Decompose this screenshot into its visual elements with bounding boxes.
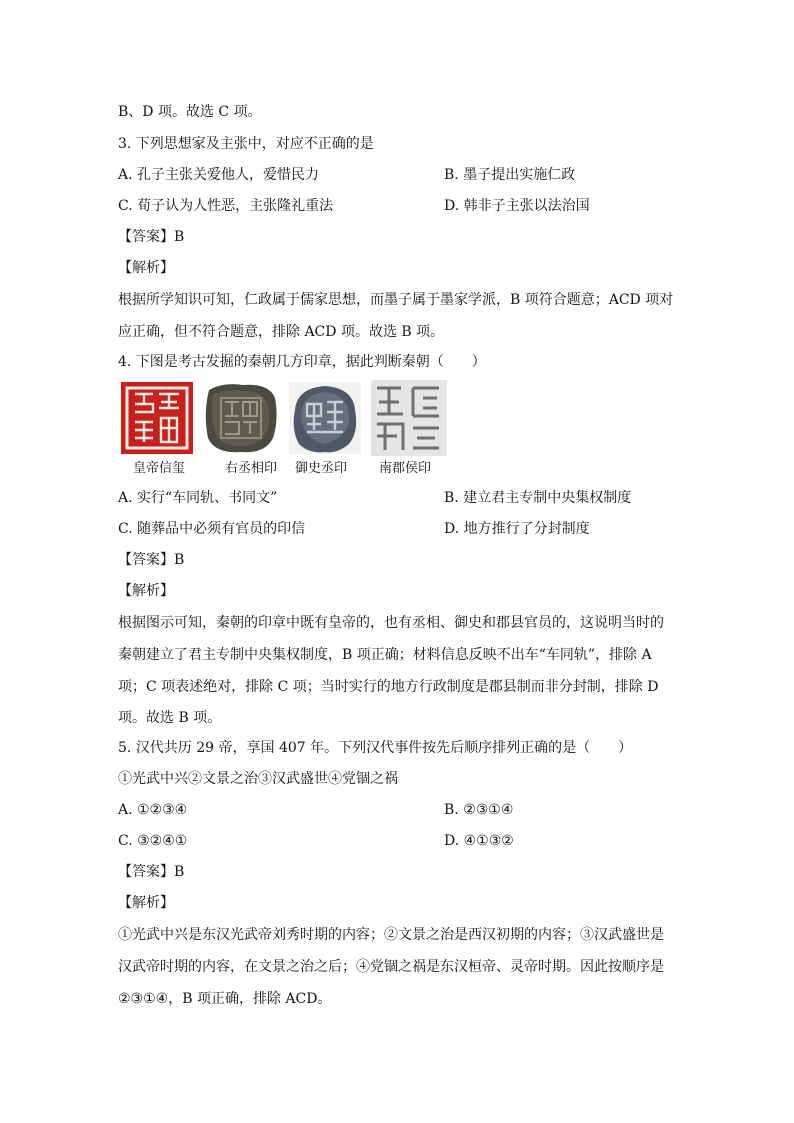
seal-caption: 御史丞印 [295, 461, 348, 476]
question-5-analysis-line: ②③①④，B 项正确，排除 ACD。 [118, 991, 332, 1007]
question-3-answer: 【答案】B [118, 229, 185, 245]
question-5-items: ①光武中兴②文景之治③汉武盛世④党锢之祸 [118, 771, 398, 787]
question-4-analysis-line: 项。故选 B 项。 [118, 710, 222, 726]
question-4-option-c: C. 随葬品中必须有官员的印信 [118, 521, 306, 537]
seal-caption: 皇帝信玺 [133, 461, 186, 476]
seal-image-nanjun [371, 380, 447, 456]
question-3-analysis-label: 【解析】 [118, 260, 174, 276]
question-4-analysis-label: 【解析】 [118, 583, 174, 599]
seal-image-youchengxiang [203, 380, 279, 456]
question-3-option-a: A. 孔子主张关爱他人，爱惜民力 [118, 167, 320, 183]
question-4-option-a: A. 实行“车同轨、书同文” [118, 490, 278, 506]
question-5-analysis-label: 【解析】 [118, 895, 174, 911]
question-5-answer: 【答案】B [118, 864, 185, 880]
question-3-stem: 3. 下列思想家及主张中，对应不正确的是 [118, 136, 374, 152]
question-5-stem: 5. 汉代共历 29 帝，享国 407 年。下列汉代事件按先后顺序排列正确的是（ ） [118, 740, 633, 756]
question-5-analysis-line: ①光武中兴是东汉光武帝刘秀时期的内容；②文景之治是西汉初期的内容；③汉武盛世是 [118, 927, 664, 943]
question-5-option-a: A. ①②③④ [118, 802, 188, 818]
seal-image-huangdi [119, 380, 195, 456]
question-3-analysis-line: 根据所学知识可知，仁政属于儒家思想，而墨子属于墨家学派，B 项符合题意；ACD 项对 [118, 292, 674, 308]
seal-caption: 右丞相印 [225, 461, 278, 476]
question-4-option-b: B. 建立君主专制中央集权制度 [444, 490, 632, 506]
question-4-analysis-line: 根据图示可知，秦朝的印章中既有皇帝的，也有丞相、御史和郡县官员的，这说明当时的 [118, 615, 664, 631]
question-5-option-b: B. ②③①④ [444, 802, 514, 818]
question-4-option-d: D. 地方推行了分封制度 [444, 521, 590, 537]
question-4-analysis-line: 秦朝建立了君主专制中央集权制度，B 项正确；材料信息反映不出车“车同轨”，排除 A [118, 647, 652, 663]
question-3-option-c: C. 荀子认为人性恶，主张隆礼重法 [118, 198, 334, 214]
question-5-analysis-line: 汉武帝时期的内容，在文景之治之后；④党锢之祸是东汉桓帝、灵帝时期。因此按顺序是 [118, 959, 664, 975]
question-5-option-c: C. ③②④① [118, 833, 188, 849]
text-line: B、D 项。故选 C 项。 [118, 104, 262, 120]
seal-images [119, 380, 459, 480]
question-3-option-b: B. 墨子提出实施仁政 [444, 167, 576, 183]
seal-caption: 南郡侯印 [379, 461, 432, 476]
question-5-option-d: D. ④①③② [444, 833, 514, 849]
question-4-analysis-line: 项；C 项表述绝对，排除 C 项；当时实行的地方行政制度是郡县制而非分封制，排除 D [118, 679, 659, 695]
question-4-stem: 4. 下图是考古发掘的秦朝几方印章，据此判断秦朝（ ） [118, 354, 486, 370]
question-3-analysis-line: 应正确，但不符合题意，排除 ACD 项。故选 B 项。 [118, 324, 445, 340]
question-4-answer: 【答案】B [118, 552, 185, 568]
seal-image-yushi [287, 380, 363, 456]
question-3-option-d: D. 韩非子主张以法治国 [444, 198, 590, 214]
